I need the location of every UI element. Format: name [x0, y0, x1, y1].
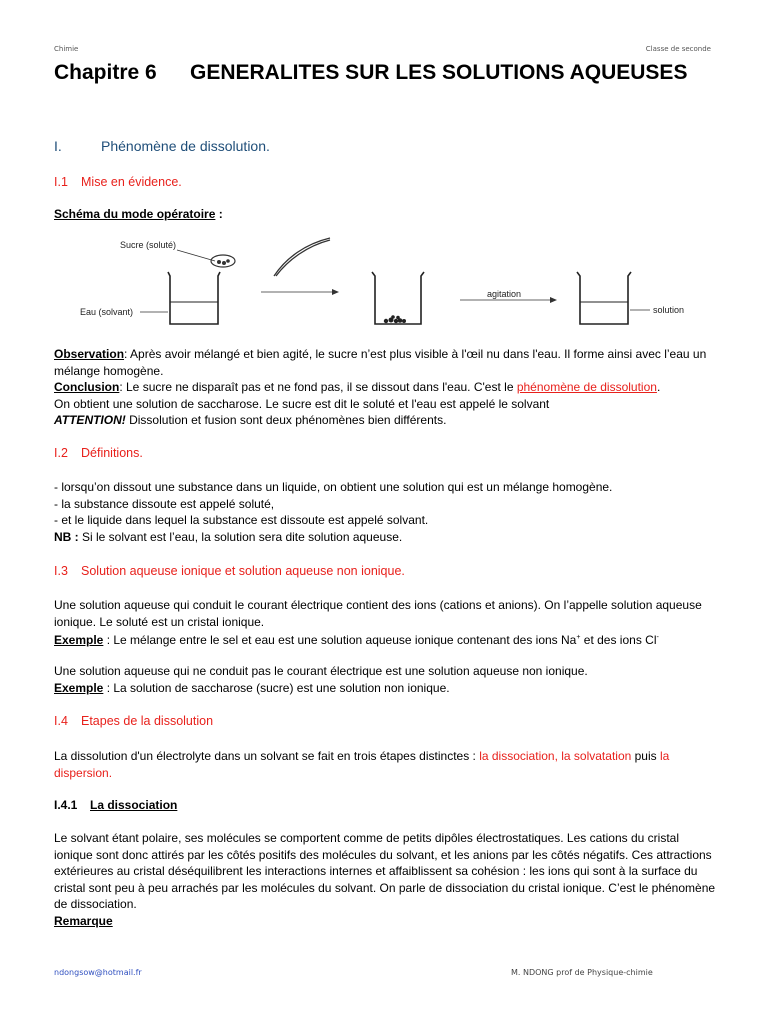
label-agitation: agitation	[487, 289, 522, 299]
section-number: I.	[54, 138, 62, 154]
nb-label: NB :	[54, 529, 79, 544]
subsection-heading: I.4 Etapes de la dissolution	[54, 714, 214, 728]
page-title	[54, 61, 687, 85]
chapter-title: GENERALITES SUR LES SOLUTIONS AQUEUSES	[190, 61, 688, 84]
label-eau: Eau (solvant)	[80, 307, 134, 317]
experiment-diagram	[60, 228, 710, 340]
email-link[interactable]: ndongsow@hotmail.fr	[54, 968, 142, 977]
chapter-number: Chapitre 6	[54, 61, 157, 84]
non-ionique-block: Une solution aqueuse qui ne conduit pas le courant électrique est une solution aqueuse non ionique. Exemple : La solution de saccharose (sucre) est une solution non ionique.	[54, 663, 718, 696]
header-subject: Chimie	[54, 45, 79, 53]
subsection-heading: I.2 Définitions.	[54, 446, 143, 460]
conclusion-highlight: phénomène de dissolution	[516, 380, 657, 394]
label-solution: solution	[653, 305, 685, 315]
footer-author: M. NDONG prof de Physique-chimie	[511, 968, 653, 977]
beaker-water	[168, 272, 220, 324]
subsection-heading: I.1 Mise en évidence.	[54, 175, 182, 189]
exemple-label: Exemple	[54, 680, 104, 695]
observation-text: : Après avoir mélangé et bien agité, le sucre n’est plus visible à l'œil nu dans l'eau. Il forme ainsi avec l’eau un mélange homogène.	[54, 347, 707, 378]
definition-line: - lorsqu’on dissout une substance dans un liquide, on obtient une solution qui est un mélange homogène.	[54, 480, 613, 494]
etapes-red2: la dispersion.	[54, 749, 670, 780]
subsection-heading: I.3 Solution aqueuse ionique et solution aqueuse non ionique.	[54, 564, 405, 578]
etapes-red1: la dissociation, la solvatation	[479, 749, 632, 763]
arrow-head-2	[550, 297, 557, 303]
sucre-pointer	[177, 250, 215, 261]
spoon-icon	[211, 238, 330, 276]
section-title: Phénomène de dissolution.	[101, 138, 270, 154]
remarque-label: Remarque	[54, 913, 113, 928]
section-heading	[54, 138, 270, 154]
schema-label: Schéma du mode opératoire :	[54, 207, 223, 221]
attention-text: Dissolution et fusion sont deux phénomènes bien différents.	[125, 413, 447, 427]
ionique-para1: Une solution aqueuse qui conduit le courant électrique contient des ions (cations et anions). On l’appelle solution aqueuse ionique. Le soluté est un cristal ionique.	[54, 598, 702, 629]
attention-label: ATTENTION!	[54, 413, 126, 427]
definition-line: - la substance dissoute est appelé soluté,	[54, 496, 275, 511]
conclusion-label: Conclusion	[54, 380, 120, 394]
conclusion-line2: On obtient une solution de saccharose. Le sucre est dit le soluté et l'eau est appelé le solvant	[54, 396, 550, 411]
exemple-label: Exemple	[54, 633, 104, 647]
label-sucre: Sucre (soluté)	[120, 240, 177, 250]
definition-line: - et le liquide dans lequel la substance est dissoute est appelé solvant.	[54, 513, 429, 527]
dissociation-text: Le solvant étant polaire, ses molécules se comportent comme de petits dipôles électrostatiques. Les cations du cristal ionique sont donc attirés par les côtés positifs des molécules du solvant, et les anions par les côtés négatifs. Ces attractions extérieures au cristal déséquilibrent les interactions internes et affaiblissent sa cohésion : les ions qui sont à la surface du cristal sont peu à peu arrachés par les molécules du solvant. On parle de dissociation du cristal ionique. C’est le phénomène de dissociation.	[54, 831, 716, 911]
arrow-head-1	[332, 289, 339, 295]
beaker-solution	[577, 272, 631, 324]
footer-email[interactable]	[54, 968, 142, 977]
nb-text: Si le solvant est l’eau, la solution sera dite solution aqueuse.	[78, 529, 403, 544]
observation-label: Observation	[54, 347, 125, 361]
header-class: Classe de seconde	[645, 45, 711, 53]
dissociation-block	[54, 830, 718, 929]
definitions-block	[54, 479, 718, 545]
observation-block: Observation: Après avoir mélangé et bien agité, le sucre n’est plus visible à l'œil nu dans l'eau. Il forme ainsi avec l’eau un mélange homogène. Conclusion: Le sucre ne disparaît pas et ne fond pas, il se dissout dans l'eau. C'est le phénomène de dissolution. On obtient une solution de saccharose. Le sucre est dit le soluté et l'eau est appelé le solvant ATTENTION! Dissolution et fusion sont deux phénomènes bien différents.	[54, 346, 718, 429]
beaker-sugar	[372, 272, 424, 324]
etapes-block: La dissolution d'un électrolyte dans un solvant se fait en trois étapes distinctes : la dissociation, la solvatation puis la dispersion.	[54, 749, 670, 780]
ionique-para2: Une solution aqueuse qui ne conduit pas le courant électrique est une solution aqueuse non ionique.	[54, 664, 588, 678]
subsubsection-heading: I.4.1 La dissociation	[54, 798, 178, 812]
ionique-block: Une solution aqueuse qui conduit le courant électrique contient des ions (cations et anions). On l’appelle solution aqueuse ionique. Le soluté est un cristal ionique. Exemple : Le mélange entre le sel et eau est une solution aqueuse ionique contenant des ions Na+ et des ions Cl-	[54, 597, 718, 649]
